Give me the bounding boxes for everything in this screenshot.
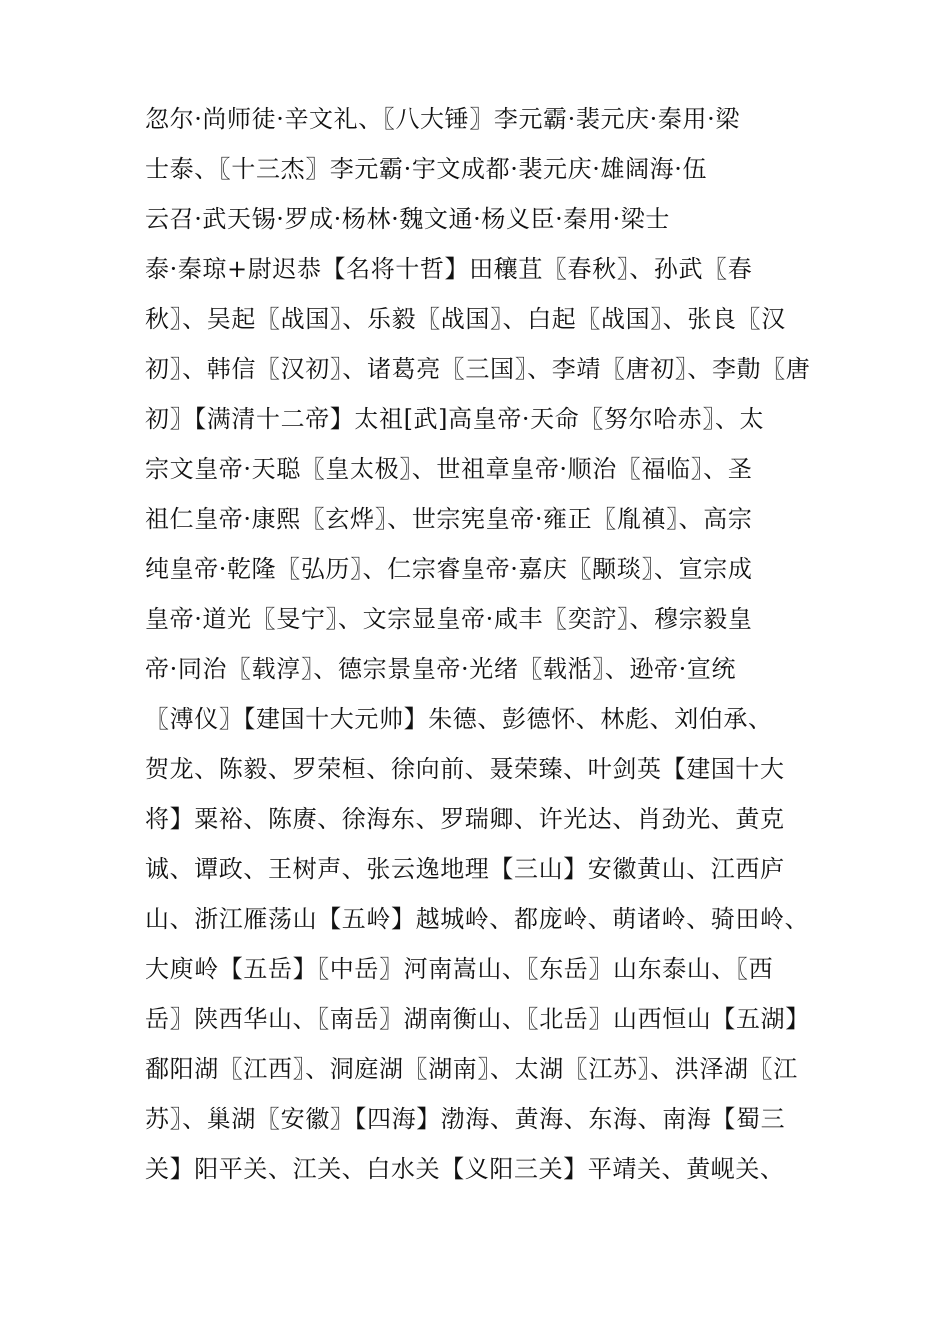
text-line: 秋〗、吴起〖战国〗、乐毅〖战国〗、白起〖战国〗、张良〖汉 [145, 305, 786, 333]
text-line: 士泰、〖十三杰〗李元霸·宇文成都·裴元庆·雄阔海·伍 [145, 155, 708, 183]
text-line: 泰·秦琼+尉迟恭【名将十哲】田穰苴〖春秋〗、孙武〖春 [145, 255, 753, 283]
text-line: 诚、谭政、王树声、张云逸地理【三山】安徽黄山、江西庐 [145, 855, 785, 883]
text-line: 祖仁皇帝·康熙〖玄烨〗、世宗宪皇帝·雍正〖胤禛〗、高宗 [145, 505, 753, 533]
text-line: 帝·同治〖载淳〗、德宗景皇帝·光绪〖载湉〗、逊帝·宣统 [145, 655, 737, 683]
text-line: 忽尔·尚师徒·辛文礼、〖八大锤〗李元霸·裴元庆·秦用·梁 [145, 105, 740, 133]
text-line: 苏〗、巢湖〖安徽〗【四海】渤海、黄海、东海、南海【蜀三 [145, 1105, 786, 1133]
text-line: 宗文皇帝·天聪〖皇太极〗、世祖章皇帝·顺治〖福临〗、圣 [145, 455, 753, 483]
text-line: 〖溥仪〗【建国十大元帅】朱德、彭德怀、林彪、刘伯承、 [145, 705, 773, 733]
body-text [145, 94, 845, 1194]
text-line: 纯皇帝·乾隆〖弘历〗、仁宗睿皇帝·嘉庆〖颙琰〗、宣宗成 [145, 555, 753, 583]
text-line: 贺龙、陈毅、罗荣桓、徐向前、聂荣臻、叶剑英【建国十大 [145, 755, 785, 783]
text-line: 将】粟裕、陈赓、徐海东、罗瑞卿、许光达、肖劲光、黄克 [145, 805, 785, 833]
text-line: 云召·武天锡·罗成·杨林·魏文通·杨义臣·秦用·梁士 [145, 205, 671, 233]
text-line: 皇帝·道光〖旻宁〗、文宗显皇帝·咸丰〖奕詝〗、穆宗毅皇 [145, 605, 753, 633]
text-line: 初〗、韩信〖汉初〗、诸葛亮〖三国〗、李靖〖唐初〗、李勣〖唐 [145, 355, 811, 383]
text-line: 岳〗陕西华山、〖南岳〗湖南衡山、〖北岳〗山西恒山【五湖】 [145, 1005, 810, 1033]
text-line: 大庾岭【五岳】〖中岳〗河南嵩山、〖东岳〗山东泰山、〖西 [145, 955, 774, 983]
text-line: 鄱阳湖〖江西〗、洞庭湖〖湖南〗、太湖〖江苏〗、洪泽湖〖江 [145, 1055, 798, 1083]
text-line: 初〗【满清十二帝】太祖[武]高皇帝·天命〖努尔哈赤〗、太 [145, 405, 765, 433]
text-line: 山、浙江雁荡山【五岭】越城岭、都庞岭、萌诸岭、骑田岭、 [145, 905, 810, 933]
text-line: 关】阳平关、江关、白水关【义阳三关】平靖关、黄岘关、 [145, 1155, 785, 1183]
